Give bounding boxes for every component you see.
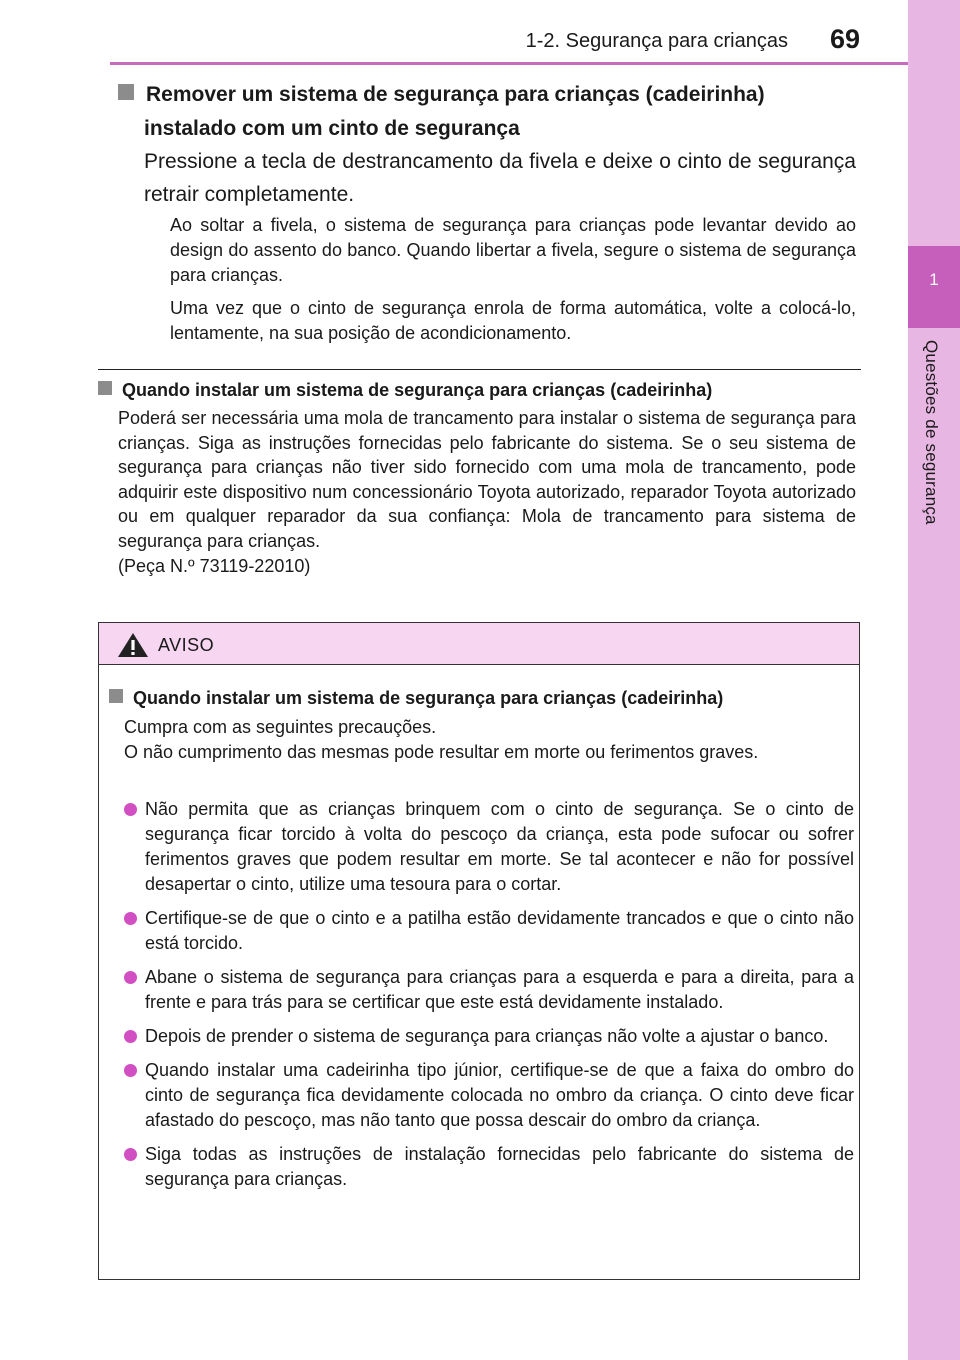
warning-header (99, 623, 859, 665)
section1-note-1: Ao soltar a fivela, o sistema de segurança para crianças pode levantar devido ao design do assento do banco. Quando libertar a fivela, segure o sistema de segurança para crianças. (170, 215, 856, 285)
list-item: Depois de prender o sistema de segurança para crianças não volte a ajustar o banco. (124, 1024, 854, 1049)
list-item: Não permita que as crianças brinquem com o cinto de segurança. Se o cinto de segurança ficar torcido à volta do pescoço da criança, esta pode sufocar ou sofrer ferimentos graves que podem resultar em morte. Se tal acontecer e não for possível desapertar o cinto, utilize uma tesoura para o cortar. (124, 797, 854, 897)
section1-note-2: Uma vez que o cinto de segurança enrola de forma automática, volte a colocá-lo, lentamente, na sua posição de acondicionamento. (170, 298, 856, 343)
square-bullet-icon (109, 689, 123, 703)
warning-label: AVISO (158, 635, 215, 655)
section1-body: Pressione a tecla de destrancamento da fivela e deixe o cinto de segurança retrair completamente. (144, 150, 856, 206)
warning-intro (124, 715, 846, 765)
warning-box (98, 622, 860, 1280)
bullet-dot-icon (124, 803, 137, 816)
bullet-dot-icon (124, 1064, 137, 1077)
header-rule (110, 62, 908, 65)
bullet-dot-icon (124, 1148, 137, 1161)
list-item: Siga todas as instruções de instalação fornecidas pelo fabricante do sistema de segurança para crianças. (124, 1142, 854, 1192)
list-item: Certifique-se de que o cinto e a patilha estão devidamente trancados e que o cinto não está torcido. (124, 906, 854, 956)
section-title: 1-2. Segurança para crianças (525, 30, 788, 52)
bullet-dot-icon (124, 912, 137, 925)
chapter-label: Questões de segurança (922, 340, 941, 525)
section-divider (98, 369, 861, 370)
warning-intro-line2: O não cumprimento das mesmas pode resultar em morte ou ferimentos graves. (124, 742, 759, 762)
warning-list (124, 797, 854, 1201)
list-item: Quando instalar uma cadeirinha tipo júnior, certifique-se de que a faixa do ombro do cinto de segurança fica devidamente colocada no ombro da criança. O cinto deve ficar afastado do pescoço, mas não tanto que possa descair do ombro da criança. (124, 1058, 854, 1133)
chapter-tab[interactable] (908, 0, 960, 1360)
section2-body (118, 406, 856, 578)
section1-heading-line2: instalado com um cinto de segurança (144, 117, 520, 140)
warning-triangle-icon (117, 632, 149, 658)
section2-heading: Quando instalar um sistema de segurança para crianças (cadeirinha) (98, 378, 858, 402)
section2-paragraph: Poderá ser necessária uma mola de trancamento para instalar o sistema de segurança para crianças. Siga as instruções fornecidas pelo fabricante do sistema. Se o seu sistema de segurança para crianças não tiver sido fornecido com uma mola de trancamento, pode adquirir este dispositivo num concessionário Toyota autorizado, reparador Toyota autorizado ou em qualquer reparador da sua confiança: Mola de trancamento para sistema de segurança para crianças. (118, 408, 856, 551)
page-header (0, 0, 908, 64)
chapter-number: 1 (929, 270, 939, 289)
section1-heading-line1: Remover um sistema de segurança para crianças (cadeirinha) (146, 83, 765, 106)
bullet-dot-icon (124, 1030, 137, 1043)
part-number: (Peça N.º 73119-22010) (118, 555, 311, 576)
section1-heading (118, 78, 856, 146)
list-item: Abane o sistema de segurança para crianças para a esquerda e para a direita, para a frente e para trás para se certificar que este está devidamente instalado. (124, 965, 854, 1015)
square-bullet-icon (118, 84, 134, 100)
bullet-dot-icon (124, 971, 137, 984)
square-bullet-icon (98, 381, 112, 395)
warning-heading: Quando instalar um sistema de segurança para crianças (cadeirinha) (109, 686, 849, 710)
page-number: 69 (829, 24, 860, 54)
warning-intro-line1: Cumpra com as seguintes precauções. (124, 717, 437, 737)
